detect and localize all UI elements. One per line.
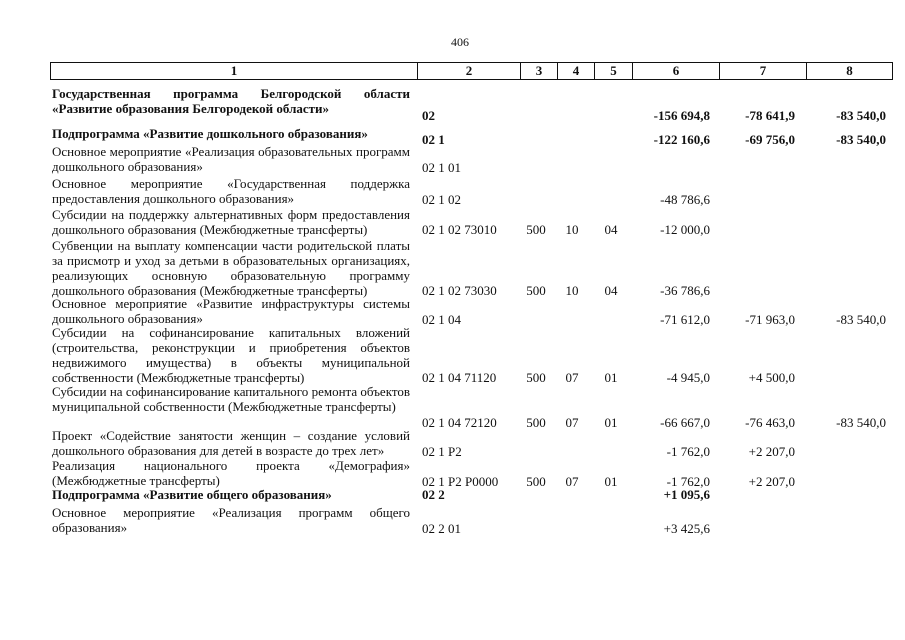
row-col-6: -48 786,6	[660, 192, 710, 207]
row-col-6: -122 160,6	[653, 132, 710, 147]
row-col-6: -156 694,8	[653, 108, 710, 123]
row-name: Проект «Содействие занятости женщин – создание условий дошкольного образования для детей в возрасте до трех лет»	[52, 428, 410, 458]
row-col-7: -71 963,0	[745, 312, 795, 327]
row-col-4: 07	[565, 415, 579, 430]
row-code: 02	[422, 108, 435, 123]
row-col-7: -69 756,0	[745, 132, 795, 147]
row-col-6: +3 425,6	[663, 521, 710, 536]
row-col-6: +1 095,6	[663, 487, 710, 502]
row-code: 02 1	[422, 132, 445, 147]
header-col-2: 2	[418, 63, 521, 80]
row-col-3: 500	[526, 370, 546, 385]
row-col-4: 07	[565, 370, 579, 385]
row-col-3: 500	[526, 283, 546, 298]
row-code: 02 1 02 73010	[422, 222, 497, 237]
row-code: 02 1 04 72120	[422, 415, 497, 430]
header-col-1: 1	[51, 63, 418, 80]
row-col-7: +2 207,0	[748, 444, 795, 459]
row-code: 02 1 P2	[422, 444, 462, 459]
row-col-6: -36 786,6	[660, 283, 710, 298]
row-col-6: -4 945,0	[666, 370, 710, 385]
header-col-7: 7	[720, 63, 807, 80]
row-col-6: -1 762,0	[666, 444, 710, 459]
header-col-8: 8	[807, 63, 893, 80]
row-col-7: -76 463,0	[745, 415, 795, 430]
row-code: 02 2	[422, 487, 445, 502]
page-number: 406	[451, 35, 469, 49]
row-col-5: 04	[604, 222, 618, 237]
row-col-7: +4 500,0	[748, 370, 795, 385]
row-col-3: 500	[526, 222, 546, 237]
row-col-3: 500	[526, 474, 546, 489]
row-col-6: -12 000,0	[660, 222, 710, 237]
row-col-5: 01	[604, 415, 618, 430]
header-col-5: 5	[595, 63, 633, 80]
row-col-4: 10	[565, 283, 579, 298]
row-col-7: +2 207,0	[748, 474, 795, 489]
row-col-8: -83 540,0	[836, 312, 886, 327]
row-col-7: -78 641,9	[745, 108, 795, 123]
table-header	[50, 62, 893, 80]
row-code: 02 1 01	[422, 160, 461, 175]
row-code: 02 1 P2 P0000	[422, 474, 499, 489]
row-name: Основное мероприятие «Реализация образовательных программ дошкольного образования»	[52, 144, 410, 174]
row-col-4: 10	[565, 222, 579, 237]
row-col-8: -83 540,0	[836, 132, 886, 147]
row-code: 02 1 04	[422, 312, 461, 327]
row-col-5: 01	[604, 474, 618, 489]
row-name: Основное мероприятие «Государственная поддержка предоставления дошкольного образования»	[52, 176, 410, 206]
row-col-6: -1 762,0	[666, 474, 710, 489]
row-col-6: -66 667,0	[660, 415, 710, 430]
row-name: Подпрограмма «Развитие дошкольного образования»	[52, 126, 368, 141]
row-name: Субсидии на поддержку альтернативных форм предоставления дошкольного образования (Межбюджетные трансферты)	[52, 207, 410, 237]
row-code: 02 2 01	[422, 521, 461, 536]
row-col-4: 07	[565, 474, 579, 489]
row-col-5: 01	[604, 370, 618, 385]
row-name: Основное мероприятие «Развитие инфраструктуры системы дошкольного образования»	[52, 296, 410, 326]
row-name: Основное мероприятие «Реализация программ общего образования»	[52, 505, 410, 535]
row-name: Государственная программа Белгородской области «Развитие образования Белгородекой области»	[52, 86, 410, 116]
row-col-8: -83 540,0	[836, 108, 886, 123]
row-name: Субсидии на софинансирование капитальных вложений (строительства, реконструкции и приобретения объектов недвижимого имущества) в объекты муниципальной собственности (Межбюджетные трансферты)	[52, 325, 410, 385]
row-col-5: 04	[604, 283, 618, 298]
row-code: 02 1 04 71120	[422, 370, 497, 385]
row-code: 02 1 02	[422, 192, 461, 207]
row-name: Подпрограмма «Развитие общего образования»	[52, 487, 332, 502]
header-col-4: 4	[558, 63, 595, 80]
row-name: Субвенции на выплату компенсации части родительской платы за присмотр и уход за детьми в образовательных организациях, реализующих основную образовательную программу дошкольного образования (Межбюджетные трансферты)	[52, 238, 410, 298]
row-name: Субсидии на софинансирование капитального ремонта объектов муниципальной собственности (Межбюджетные трансферты)	[52, 384, 410, 414]
row-col-8: -83 540,0	[836, 415, 886, 430]
row-code: 02 1 02 73030	[422, 283, 497, 298]
row-col-3: 500	[526, 415, 546, 430]
header-col-3: 3	[521, 63, 558, 80]
row-name: Реализация национального проекта «Демография» (Межбюджетные трансферты)	[52, 458, 410, 488]
header-col-6: 6	[633, 63, 720, 80]
row-col-6: -71 612,0	[660, 312, 710, 327]
